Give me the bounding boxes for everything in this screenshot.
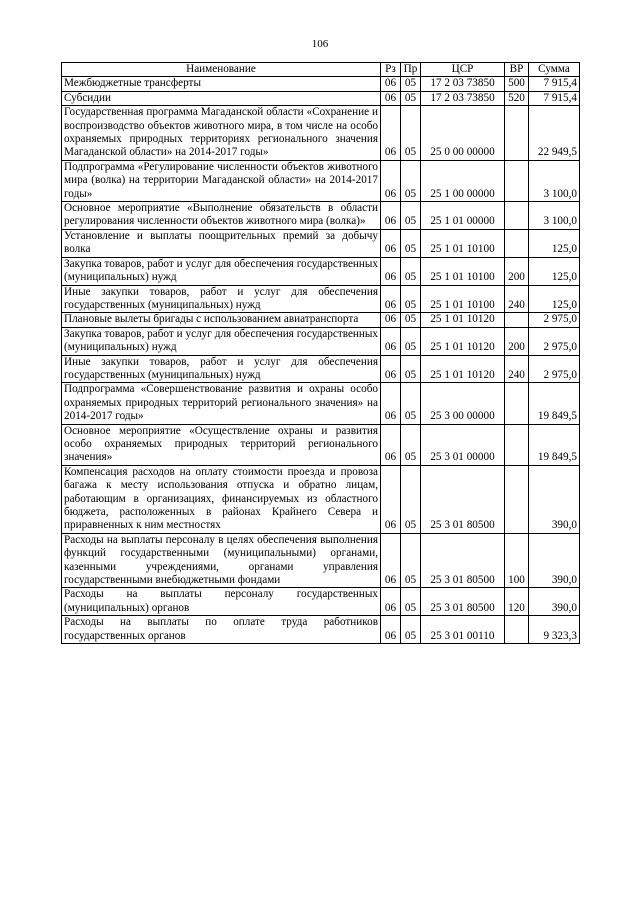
row-rz-cell: 06 bbox=[381, 616, 401, 644]
column-header-csr: ЦСР bbox=[421, 63, 505, 77]
row-name-cell: Компенсация расходов на оплату стоимости проезда и провоза багажа к месту использования отпуска и обратно лицам, работающим в организациях, финансируемых из областного бюджета, расположенных в районах Крайнего Севера и приравненных к ним местностях bbox=[62, 465, 381, 533]
row-sum-cell: 125,0 bbox=[529, 257, 580, 285]
row-rz-cell: 06 bbox=[381, 355, 401, 383]
table-body bbox=[62, 77, 580, 644]
row-name-cell: Подпрограмма «Совершенствование развития и охраны особо охраняемых природных территорий регионального значения» на 2014-2017 годы» bbox=[62, 383, 381, 424]
row-csr-cell: 25 1 01 10120 bbox=[421, 355, 505, 383]
row-pr-cell: 05 bbox=[401, 327, 421, 355]
row-rz-cell: 06 bbox=[381, 106, 401, 161]
row-name-cell: Субсидии bbox=[62, 91, 381, 105]
row-sum-cell: 7 915,4 bbox=[529, 77, 580, 91]
table-row bbox=[62, 424, 580, 465]
row-csr-cell: 25 1 01 10120 bbox=[421, 327, 505, 355]
row-pr-cell: 05 bbox=[401, 383, 421, 424]
row-rz-cell: 06 bbox=[381, 588, 401, 616]
row-rz-cell: 06 bbox=[381, 327, 401, 355]
row-pr-cell: 05 bbox=[401, 533, 421, 588]
row-sum-cell: 2 975,0 bbox=[529, 313, 580, 327]
column-header-name: Наименование bbox=[62, 63, 381, 77]
row-vr-cell: 100 bbox=[505, 533, 529, 588]
row-name-cell: Основное мероприятие «Выполнение обязательств в области регулирования численности объектов животного мира (волка)» bbox=[62, 202, 381, 230]
row-pr-cell: 05 bbox=[401, 285, 421, 313]
row-sum-cell: 19 849,5 bbox=[529, 383, 580, 424]
row-csr-cell: 25 3 01 80500 bbox=[421, 533, 505, 588]
row-vr-cell: 240 bbox=[505, 285, 529, 313]
row-rz-cell: 06 bbox=[381, 285, 401, 313]
row-name-cell: Государственная программа Магаданской области «Сохранение и воспроизводство объектов животного мира, в том числе на особо охраняемых природных территориях регионального значения Магаданской области» на 2014-2017 годы» bbox=[62, 106, 381, 161]
row-csr-cell: 25 0 00 00000 bbox=[421, 106, 505, 161]
row-pr-cell: 05 bbox=[401, 229, 421, 257]
row-pr-cell: 05 bbox=[401, 588, 421, 616]
row-vr-cell: 120 bbox=[505, 588, 529, 616]
column-header-sum: Сумма bbox=[529, 63, 580, 77]
row-pr-cell: 05 bbox=[401, 77, 421, 91]
table-row bbox=[62, 616, 580, 644]
row-csr-cell: 25 1 01 10100 bbox=[421, 257, 505, 285]
row-csr-cell: 25 1 01 00000 bbox=[421, 202, 505, 230]
row-sum-cell: 125,0 bbox=[529, 229, 580, 257]
row-name-cell: Расходы на выплаты персоналу государственных (муниципальных) органов bbox=[62, 588, 381, 616]
row-pr-cell: 05 bbox=[401, 616, 421, 644]
row-csr-cell: 17 2 03 73850 bbox=[421, 91, 505, 105]
row-vr-cell bbox=[505, 424, 529, 465]
row-name-cell: Иные закупки товаров, работ и услуг для обеспечения государственных (муниципальных) нужд bbox=[62, 285, 381, 313]
row-rz-cell: 06 bbox=[381, 229, 401, 257]
row-vr-cell bbox=[505, 106, 529, 161]
row-csr-cell: 25 1 01 10100 bbox=[421, 229, 505, 257]
row-csr-cell: 25 3 01 80500 bbox=[421, 465, 505, 533]
column-header-pr: Пр bbox=[401, 63, 421, 77]
row-pr-cell: 05 bbox=[401, 160, 421, 201]
row-vr-cell bbox=[505, 465, 529, 533]
row-rz-cell: 06 bbox=[381, 383, 401, 424]
column-header-rz: Рз bbox=[381, 63, 401, 77]
row-vr-cell: 520 bbox=[505, 91, 529, 105]
row-rz-cell: 06 bbox=[381, 465, 401, 533]
row-sum-cell: 390,0 bbox=[529, 533, 580, 588]
table-row bbox=[62, 77, 580, 91]
row-sum-cell: 390,0 bbox=[529, 465, 580, 533]
row-sum-cell: 19 849,5 bbox=[529, 424, 580, 465]
row-name-cell: Плановые вылеты бригады с использованием авиатранспорта bbox=[62, 313, 381, 327]
table-row bbox=[62, 313, 580, 327]
table-row bbox=[62, 327, 580, 355]
row-rz-cell: 06 bbox=[381, 77, 401, 91]
row-sum-cell: 22 949,5 bbox=[529, 106, 580, 161]
row-csr-cell: 25 3 00 00000 bbox=[421, 383, 505, 424]
row-sum-cell: 390,0 bbox=[529, 588, 580, 616]
column-header-vr: ВР bbox=[505, 63, 529, 77]
row-csr-cell: 25 3 01 00110 bbox=[421, 616, 505, 644]
table-header-row bbox=[62, 63, 580, 77]
row-csr-cell: 25 3 01 00000 bbox=[421, 424, 505, 465]
row-rz-cell: 06 bbox=[381, 424, 401, 465]
row-vr-cell: 500 bbox=[505, 77, 529, 91]
row-name-cell: Подпрограмма «Регулирование численности объектов животного мира (волка) на территории Магаданской области» на 2014-2017 годы» bbox=[62, 160, 381, 201]
row-sum-cell: 3 100,0 bbox=[529, 202, 580, 230]
row-name-cell: Расходы на выплаты по оплате труда работников государственных органов bbox=[62, 616, 381, 644]
row-vr-cell bbox=[505, 616, 529, 644]
table-row bbox=[62, 160, 580, 201]
row-name-cell: Закупка товаров, работ и услуг для обеспечения государственных (муниципальных) нужд bbox=[62, 327, 381, 355]
table-row bbox=[62, 91, 580, 105]
row-pr-cell: 05 bbox=[401, 202, 421, 230]
row-csr-cell: 25 1 01 10120 bbox=[421, 313, 505, 327]
row-pr-cell: 05 bbox=[401, 424, 421, 465]
row-rz-cell: 06 bbox=[381, 160, 401, 201]
row-rz-cell: 06 bbox=[381, 91, 401, 105]
row-vr-cell bbox=[505, 202, 529, 230]
row-sum-cell: 9 323,3 bbox=[529, 616, 580, 644]
row-vr-cell bbox=[505, 160, 529, 201]
row-vr-cell: 200 bbox=[505, 257, 529, 285]
row-rz-cell: 06 bbox=[381, 257, 401, 285]
row-pr-cell: 05 bbox=[401, 465, 421, 533]
row-vr-cell bbox=[505, 313, 529, 327]
row-rz-cell: 06 bbox=[381, 202, 401, 230]
row-csr-cell: 25 1 00 00000 bbox=[421, 160, 505, 201]
row-csr-cell: 17 2 03 73850 bbox=[421, 77, 505, 91]
row-sum-cell: 125,0 bbox=[529, 285, 580, 313]
table-row bbox=[62, 383, 580, 424]
row-rz-cell: 06 bbox=[381, 313, 401, 327]
table-row bbox=[62, 465, 580, 533]
table-row bbox=[62, 355, 580, 383]
page-number: 106 bbox=[311, 38, 329, 50]
table-row bbox=[62, 229, 580, 257]
row-pr-cell: 05 bbox=[401, 313, 421, 327]
row-pr-cell: 05 bbox=[401, 106, 421, 161]
row-sum-cell: 3 100,0 bbox=[529, 160, 580, 201]
row-pr-cell: 05 bbox=[401, 257, 421, 285]
row-sum-cell: 7 915,4 bbox=[529, 91, 580, 105]
row-sum-cell: 2 975,0 bbox=[529, 327, 580, 355]
row-sum-cell: 2 975,0 bbox=[529, 355, 580, 383]
table-row bbox=[62, 588, 580, 616]
table-row bbox=[62, 202, 580, 230]
row-vr-cell bbox=[505, 229, 529, 257]
row-rz-cell: 06 bbox=[381, 533, 401, 588]
row-vr-cell: 240 bbox=[505, 355, 529, 383]
row-name-cell: Межбюджетные трансферты bbox=[62, 77, 381, 91]
row-pr-cell: 05 bbox=[401, 355, 421, 383]
row-pr-cell: 05 bbox=[401, 91, 421, 105]
budget-table bbox=[61, 62, 580, 644]
row-name-cell: Установление и выплаты поощрительных премий за добычу волка bbox=[62, 229, 381, 257]
row-name-cell: Закупка товаров, работ и услуг для обеспечения государственных (муниципальных) нужд bbox=[62, 257, 381, 285]
row-name-cell: Расходы на выплаты персоналу в целях обеспечения выполнения функций государственными (муниципальными) органами, казенными учреждениями, органами управления государственными внебюджетными фондами bbox=[62, 533, 381, 588]
table-row bbox=[62, 285, 580, 313]
row-vr-cell: 200 bbox=[505, 327, 529, 355]
table-row bbox=[62, 257, 580, 285]
table-row bbox=[62, 533, 580, 588]
row-csr-cell: 25 3 01 80500 bbox=[421, 588, 505, 616]
row-name-cell: Иные закупки товаров, работ и услуг для обеспечения государственных (муниципальных) нужд bbox=[62, 355, 381, 383]
row-name-cell: Основное мероприятие «Осуществление охраны и развития особо охраняемых природных территорий регионального значения» bbox=[62, 424, 381, 465]
row-csr-cell: 25 1 01 10100 bbox=[421, 285, 505, 313]
row-vr-cell bbox=[505, 383, 529, 424]
table-row bbox=[62, 106, 580, 161]
